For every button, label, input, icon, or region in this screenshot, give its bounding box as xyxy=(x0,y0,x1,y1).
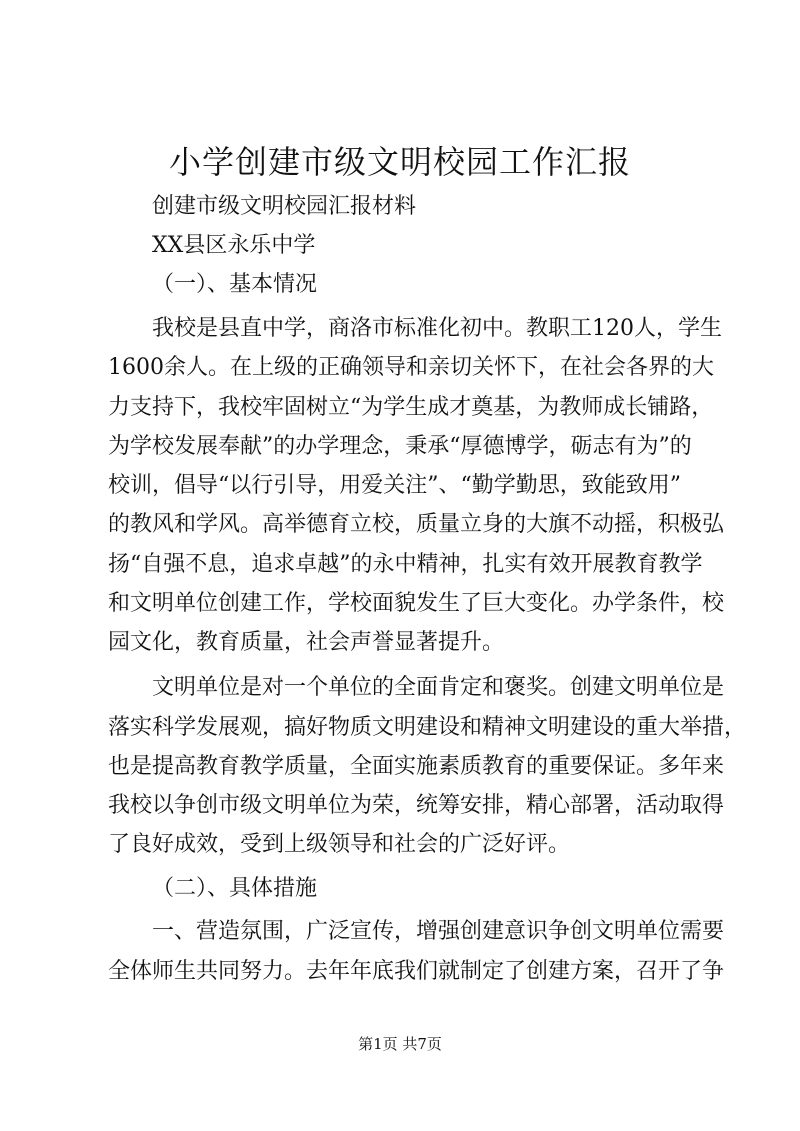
paragraph-line: 的教风和学风。高举德育立校，质量立身的大旗不动摇，积极弘 xyxy=(108,512,725,537)
paragraph-line: 力支持下，我校牢固树立“为学生成才奠基，为教师成长铺路， xyxy=(108,395,714,420)
paragraph-line: 园文化，教育质量，社会声誉显著提升。 xyxy=(108,630,505,655)
section-heading-2: （二）、具体措施 xyxy=(152,876,318,901)
paragraph-line: 我校是县直中学，商洛市标准化初中。教职工120人，学生 xyxy=(152,316,722,341)
paragraph-line: 一、营造氛围，广泛宣传，增强创建意识争创文明单位需要 xyxy=(152,919,725,944)
document-title: 小学创建市级文明校园工作汇报 xyxy=(168,143,631,181)
paragraph-line: 也是提高教育教学质量，全面实施素质教育的重要保证。多年来 xyxy=(108,754,725,779)
paragraph-line: 落实科学发展观，搞好物质文明建设和精神文明建设的重大举措， xyxy=(108,715,747,740)
paragraph-line: 全体师生共同努力。去年年底我们就制定了创建方案，召开了争 xyxy=(108,959,725,984)
paragraph-line: 校训，倡导“以行引导，用爱关注”、“勤学勤思，致能致用” xyxy=(108,473,681,498)
page-footer: 第1页 共7页 xyxy=(358,1035,442,1053)
paragraph-line: 和文明单位创建工作，学校面貌发生了巨大变化。办学条件，校 xyxy=(108,591,725,616)
paragraph-line: 扬“自强不息，追求卓越”的永中精神，扎实有效开展教育教学 xyxy=(108,552,703,577)
section-heading-1: （一）、基本情况 xyxy=(152,272,318,297)
paragraph-line: 为学校发展奉献”的办学理念，秉承“厚德博学，砺志有为”的 xyxy=(108,434,692,459)
doc-school-name: XX县区永乐中学 xyxy=(152,233,316,258)
paragraph-line: 文明单位是对一个单位的全面肯定和褒奖。创建文明单位是 xyxy=(152,675,725,700)
doc-subtitle: 创建市级文明校园汇报材料 xyxy=(152,194,417,219)
paragraph-line: 我校以争创市级文明单位为荣，统筹安排，精心部署，活动取得 xyxy=(108,793,725,818)
paragraph-line: 了良好成效，受到上级领导和社会的广泛好评。 xyxy=(108,832,571,857)
paragraph-line: 1600余人。在上级的正确领导和亲切关怀下，在社会各界的大 xyxy=(108,355,714,380)
